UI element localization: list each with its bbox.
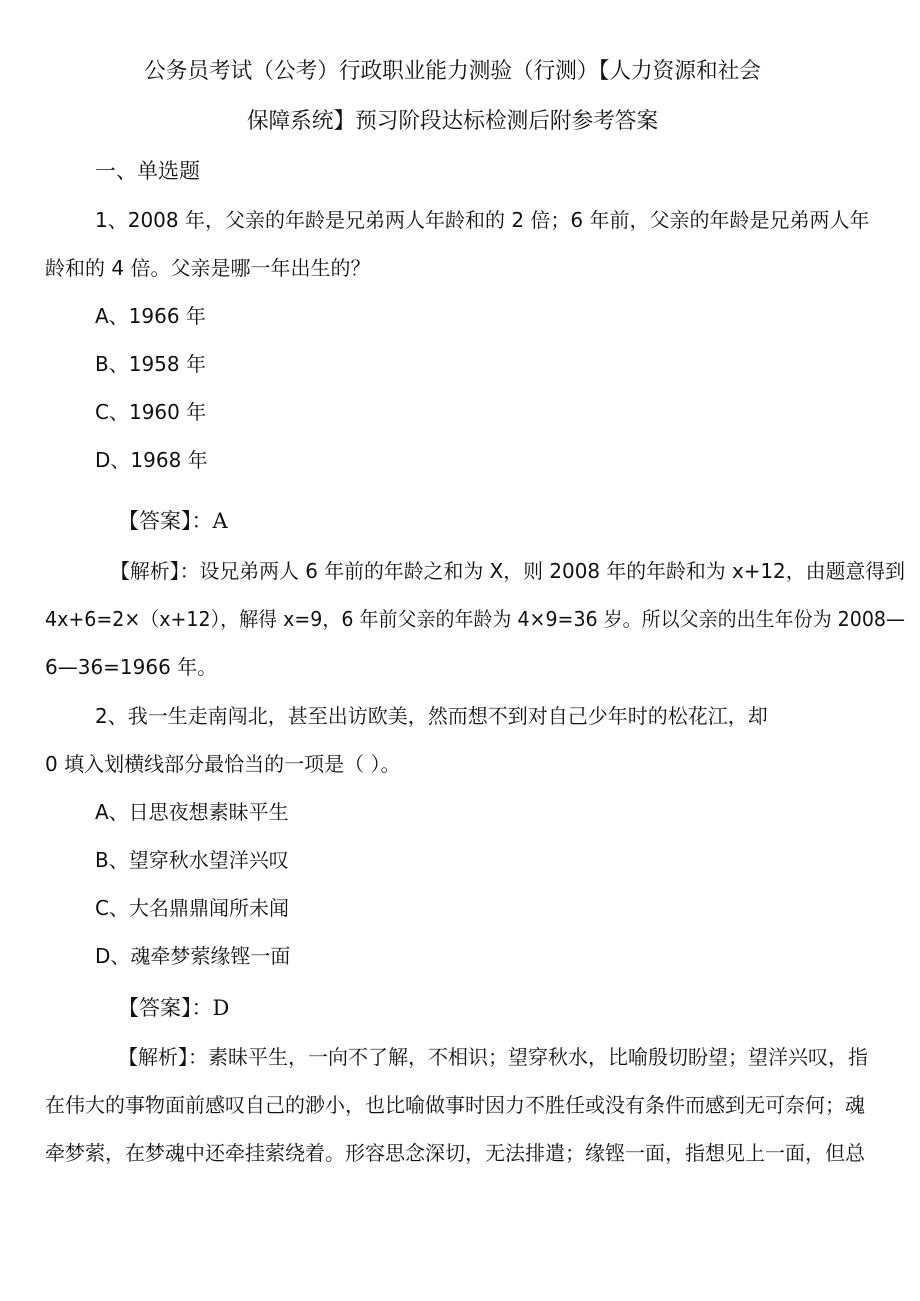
question-2-option-a: A、日思夜想素昧平生 <box>95 800 289 824</box>
question-1-answer-value: A <box>212 509 228 533</box>
question-2-analysis-line-1: 【解析】：素昧平生，一向不了解，不相识；望穿秋水，比喻殷切盼望；望洋兴叹，指 <box>118 1045 868 1069</box>
question-2-analysis-line-3: 牵梦萦，在梦魂中还牵挂萦绕着。形容思念深切，无法排遣；缘铿一面，指想见上一面，但总 <box>45 1141 865 1165</box>
question-1-analysis-line-1: 【解析】：设兄弟两人 6 年前的年龄之和为 X，则 2008 年的年龄和为 x+12，由题意得到 <box>110 559 906 583</box>
question-2-answer <box>118 994 229 1022</box>
question-1-option-a: A、1966 年 <box>95 304 206 328</box>
question-1-answer-label: 【答案】： <box>118 509 213 533</box>
question-2-option-d: D、魂牵梦萦缘铿一面 <box>95 944 291 968</box>
document-title-line-2: 保障系统】预习阶段达标检测后附参考答案 <box>246 109 659 134</box>
question-2-answer-value: D <box>212 996 230 1020</box>
question-1-analysis-line-3: 6—36=1966 年。 <box>45 655 218 679</box>
question-1-analysis-line-2: 4x+6=2×（x+12），解得 x=9，6 年前父亲的年龄为 4×9=36 岁。所以父亲的出生年份为 2008— <box>45 607 906 631</box>
question-1-stem-line-1: 1、2008 年，父亲的年龄是兄弟两人年龄和的 2 倍；6 年前，父亲的年龄是兄弟两人年 <box>95 208 870 232</box>
question-2-stem-line-1: 2、我一生走南闯北，甚至出访欧美，然而想不到对自己少年时的松花江，却 <box>95 704 768 728</box>
question-2-option-b: B、望穿秋水望洋兴叹 <box>95 848 289 872</box>
question-2-stem-line-2: 0 填入划横线部分最恰当的一项是（ ）。 <box>45 752 401 776</box>
document-title-line-1: 公务员考试（公考）行政职业能力测验（行测）【人力资源和社会 <box>144 59 761 84</box>
question-1-option-d: D、1968 年 <box>95 448 208 472</box>
question-1-answer <box>118 507 228 535</box>
question-2-analysis-line-2: 在伟大的事物面前感叹自己的渺小，也比喻做事时因力不胜任或没有条件而感到无可奈何；魂 <box>45 1093 865 1117</box>
question-2-option-c: C、大名鼎鼎闻所未闻 <box>95 896 289 920</box>
section-heading: 一、单选题 <box>95 159 200 183</box>
question-1-option-c: C、1960 年 <box>95 400 207 424</box>
question-2-answer-label: 【答案】： <box>118 996 213 1020</box>
question-1-stem-line-2: 龄和的 4 倍。父亲是哪一年出生的？ <box>45 256 371 280</box>
question-1-option-b: B、1958 年 <box>95 352 206 376</box>
